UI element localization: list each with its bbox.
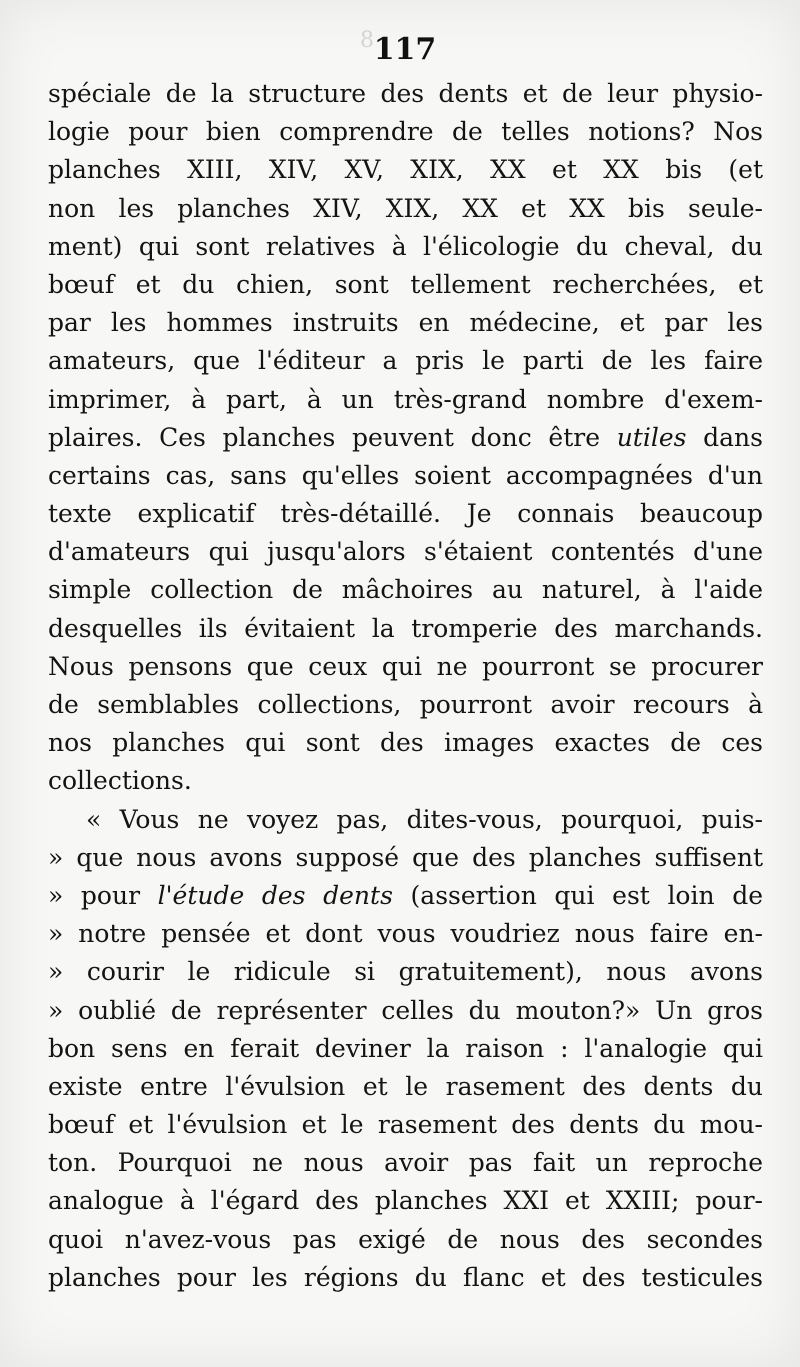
text-line: de semblables collections, pourront avoir recours à [48,690,763,719]
text-line: collections. [48,766,192,796]
text-line: bœuf et l'évulsion et le rasement des dents du mou- [48,1110,763,1140]
text-line: desquelles ils évitaient la tromperie des marchands. [48,613,763,643]
text-line: « Vous ne voyez pas, dites-vous, pourquoi, puis- [86,804,763,834]
text-line: ment) qui sont relatives à l'élicologie du cheval, du [48,231,763,261]
text-line: amateurs, que l'éditeur a pris le parti de les faire [48,346,763,376]
text-line: texte explicatif très-détaillé. Je connais beaucoup [48,499,763,529]
text-line: plaires. Ces planches peuvent donc être utiles dans [48,422,763,452]
italic-phrase: l'étude des dents [157,880,393,910]
text-line: simple collection de mâchoires au naturel, à l'aide [48,575,763,605]
text-line: » courir le ridicule si gratuitement), nous avons [48,957,763,987]
text-line: spéciale de la structure des dents et de leur physio- [48,79,763,108]
text-line: par les hommes instruits en médecine, et par les [48,308,763,338]
text-line: logie pour bien comprendre de telles notions? Nos [48,117,763,147]
italic-word: utiles [616,422,687,452]
text-line: quoi n'avez-vous pas exigé de nous des secondes [48,1224,763,1254]
text-line: » notre pensée et dont vous voudriez nous faire en- [48,919,763,949]
page-number: 117 [373,32,437,67]
text-line: non les planches XIV, XIX, XX et XX bis seule- [48,193,763,223]
text-line: existe entre l'évulsion et le rasement des dents du [48,1071,763,1101]
bleed-through-mark: 8 [360,28,374,53]
text-line: planches pour les régions du flanc et des testicules [48,1262,763,1292]
text-line: ton. Pourquoi ne nous avoir pas fait un reproche [48,1148,763,1178]
text-line: » oublié de représenter celles du mouton?» Un gros [48,995,763,1025]
text-line: bon sens en ferait deviner la raison : l'analogie qui [48,1033,763,1063]
text-line: Nous pensons que ceux qui ne pourront se procurer [48,651,763,681]
text-line: imprimer, à part, à un très-grand nombre d'exem- [48,384,763,414]
text-line: analogue à l'égard des planches XXI et XXIII; pour- [48,1186,763,1216]
body-text [48,75,763,1297]
text-line: » que nous avons supposé que des planches suffisent [48,842,763,872]
text-line: bœuf et du chien, sont tellement recherchées, et [48,269,763,299]
text-line: d'amateurs qui jusqu'alors s'étaient contentés d'une [48,537,763,567]
text-line: nos planches qui sont des images exactes de ces [48,728,763,758]
text-line: planches XIII, XIV, XV, XIX, XX et XX bis (et [48,155,763,185]
text-line: » pour l'étude des dents (assertion qui est loin de [48,880,764,910]
text-line: certains cas, sans qu'elles soient accompagnées d'un [48,460,763,490]
